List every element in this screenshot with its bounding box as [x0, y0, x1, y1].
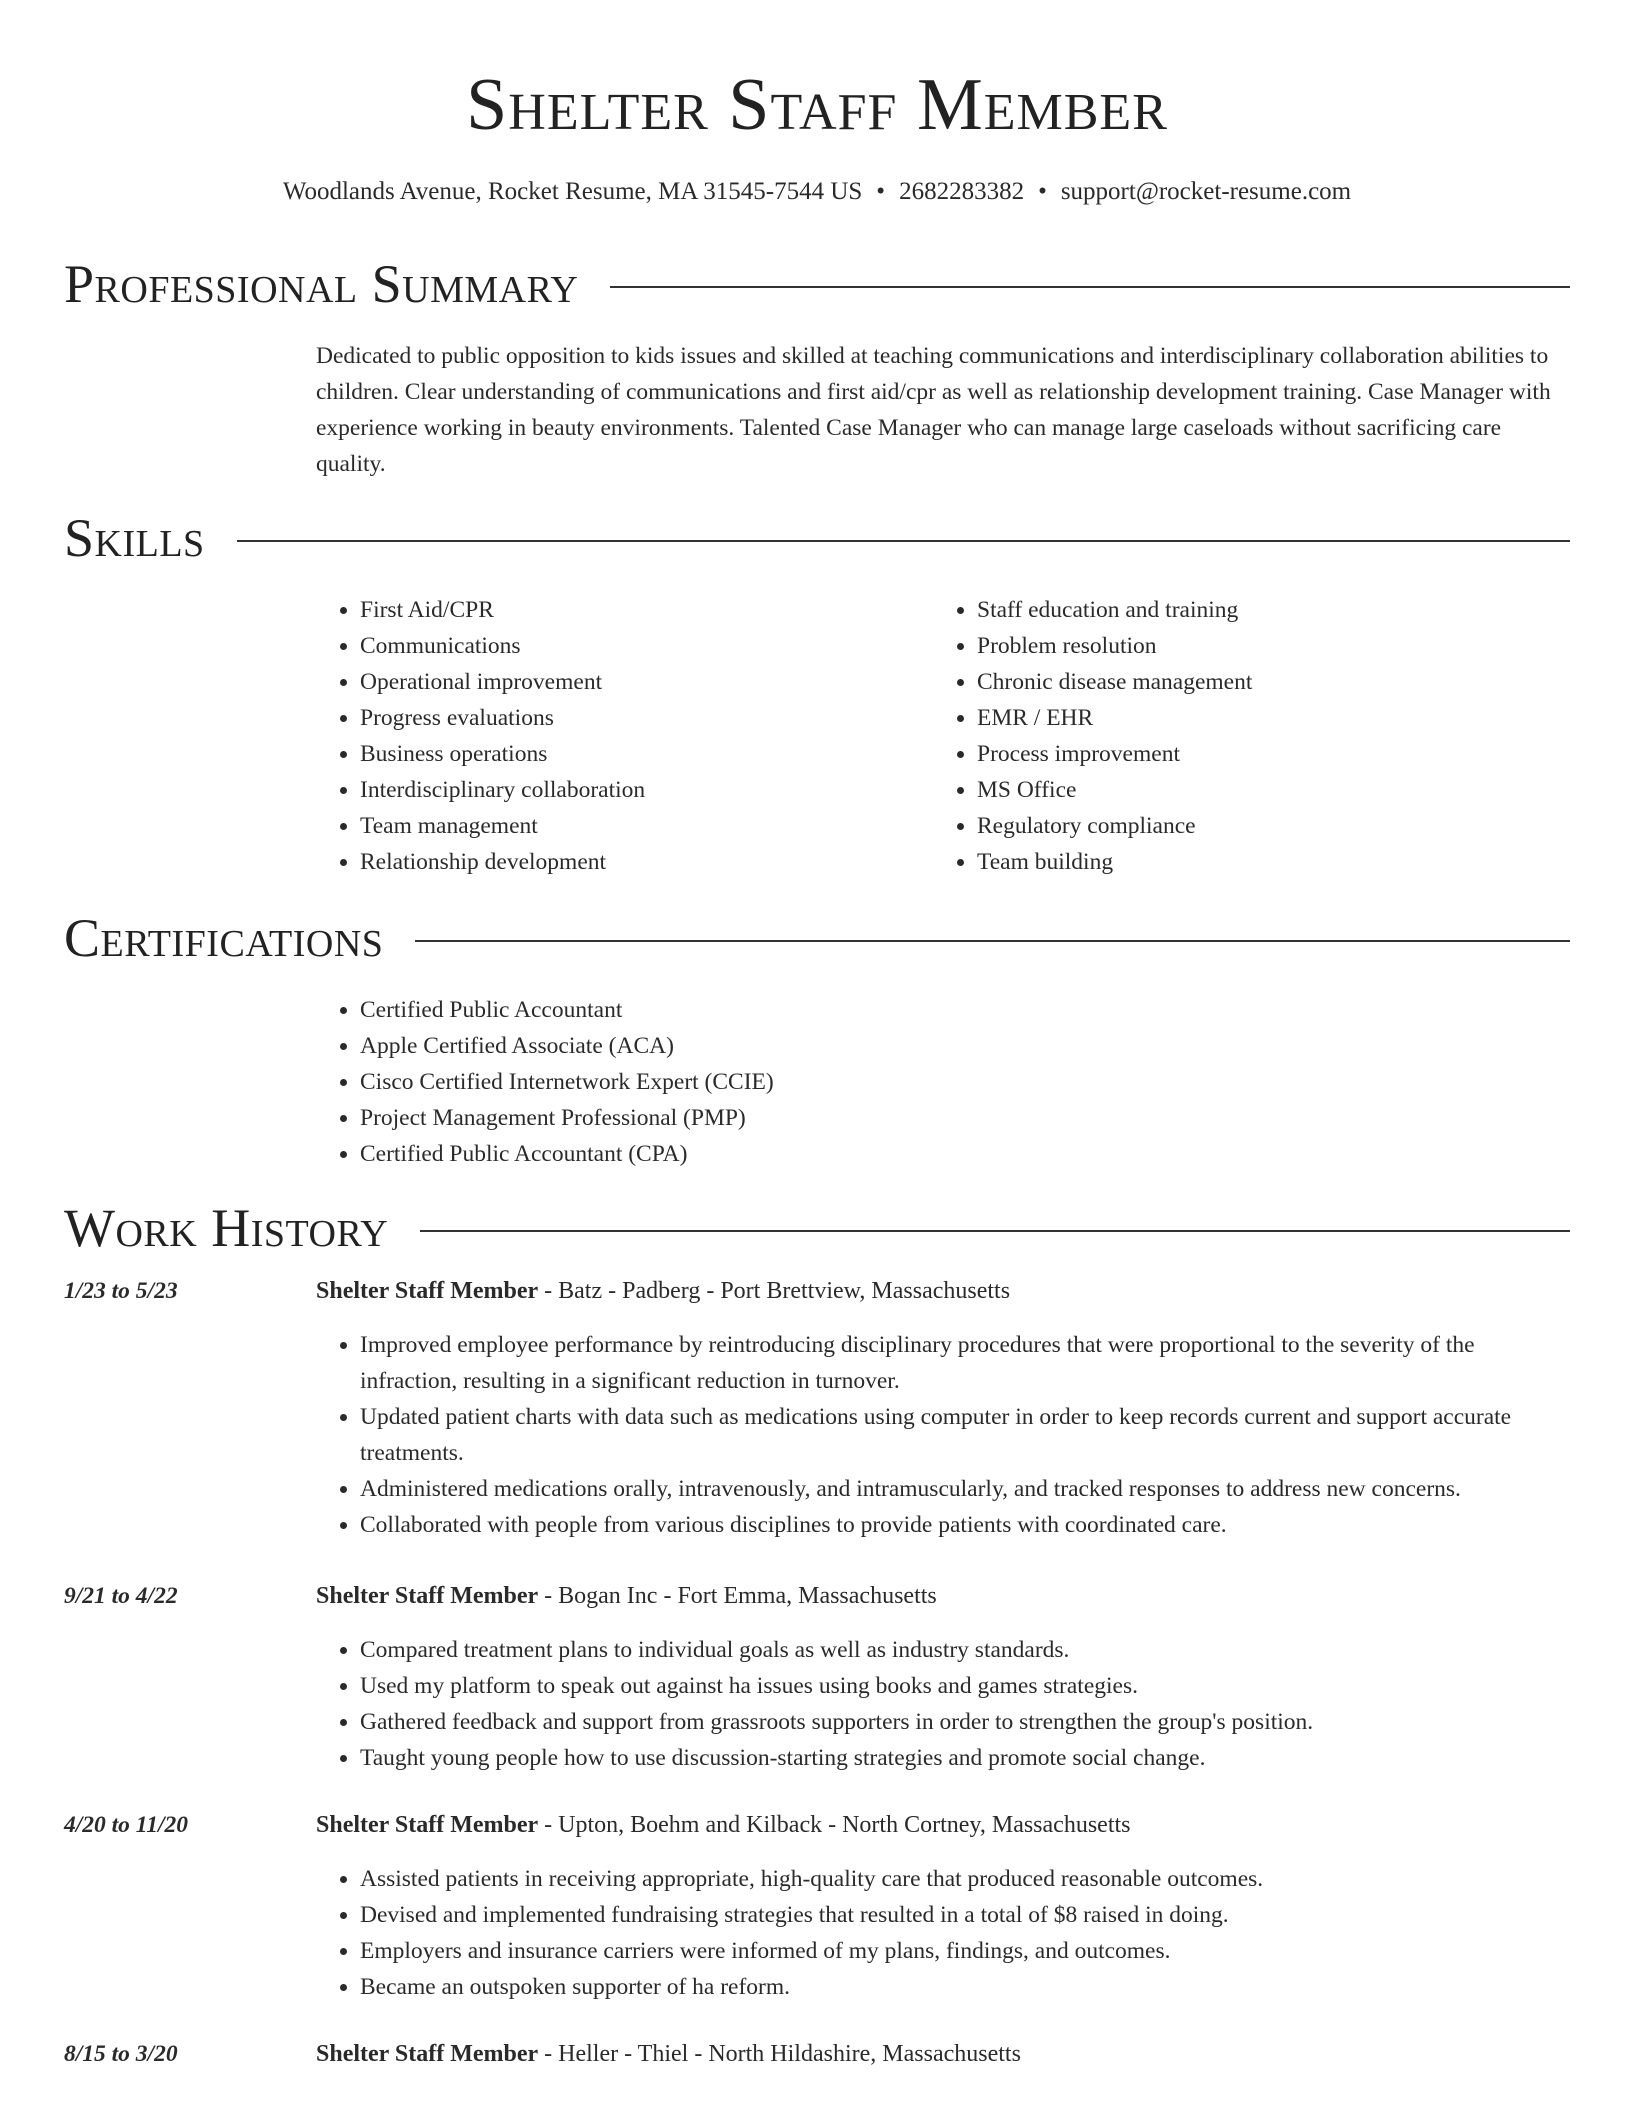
job-title: Shelter Staff Member — [316, 1278, 539, 1304]
job-bullet: • Assisted patients in receiving appropriate, high-quality care that produced reasonable outcomes. — [360, 1861, 1526, 1897]
job-bullet: • Improved employee performance by reintroducing disciplinary procedures that were proportional to the severity of the infraction, resulting in a significant reduction in turnover. — [360, 1327, 1526, 1399]
work-history-title: Work History — [64, 1198, 389, 1258]
job-title: Shelter Staff Member — [316, 2041, 539, 2067]
phone: 2682283382 — [899, 178, 1025, 205]
skill-item: • Communications — [360, 628, 916, 664]
email: support@rocket-resume.com — [1060, 178, 1352, 205]
section-divider — [420, 1230, 1570, 1232]
job-employer: - Upton, Boehm and Kilback - North Cortney, Massachusetts — [538, 1812, 1131, 1838]
summary-section-header — [64, 253, 1570, 315]
certification-item: • Project Management Professional (PMP) — [360, 1100, 1316, 1136]
contact-line — [64, 174, 1570, 210]
summary-title: Professional Summary — [64, 254, 579, 314]
job-dates: 1/23 to 5/23 — [64, 1278, 178, 1304]
job-responsibilities — [316, 1327, 1526, 1543]
job-dates: 9/21 to 4/22 — [64, 1583, 178, 1609]
address: Woodlands Avenue, Rocket Resume, MA 31545-7544 US — [282, 178, 863, 205]
summary-text: Dedicated to public opposition to kids issues and skilled at teaching communications and interdisciplinary collaboration abilities to children. Clear understanding of communications and first aid/cpr as well as relationship development training. Case Manager with experience working in beauty environments. Talented Case Manager who can manage large caseloads without sacrificing care quality. — [316, 343, 1551, 477]
skill-item: • Chronic disease management — [977, 664, 1533, 700]
certifications-list — [316, 992, 1316, 1172]
job-bullet: • Compared treatment plans to individual goals as well as industry standards. — [360, 1632, 1526, 1668]
job-employer: - Heller - Thiel - North Hildashire, Massachusetts — [538, 2041, 1021, 2067]
job-heading — [316, 1273, 1566, 1309]
job-bullet: • Employers and insurance carriers were informed of my plans, findings, and outcomes. — [360, 1933, 1526, 1969]
skill-item: • Staff education and training — [977, 592, 1533, 628]
work-history-section-header — [64, 1197, 1570, 1259]
job-bullet: • Updated patient charts with data such as medications using computer in order to keep records current and support accurate treatments. — [360, 1399, 1526, 1471]
skill-item: • Progress evaluations — [360, 700, 916, 736]
certifications-section-header — [64, 907, 1570, 969]
certification-item: • Apple Certified Associate (ACA) — [360, 1028, 1316, 1064]
certifications-title: Certifications — [64, 908, 384, 968]
certification-item: • Certified Public Accountant (CPA) — [360, 1136, 1316, 1172]
skill-item: • Operational improvement — [360, 664, 916, 700]
section-divider — [237, 540, 1570, 542]
skills-left-column — [316, 592, 916, 880]
skill-item: • Regulatory compliance — [977, 808, 1533, 844]
job-title: Shelter Staff Member — [316, 1812, 539, 1838]
certification-item: • Certified Public Accountant — [360, 992, 1316, 1028]
skill-item: • Process improvement — [977, 736, 1533, 772]
job-employer: - Bogan Inc - Fort Emma, Massachusetts — [538, 1583, 937, 1609]
job-bullet: • Became an outspoken supporter of ha reform. — [360, 1969, 1526, 2005]
job-bullet: • Used my platform to speak out against ha issues using books and games strategies. — [360, 1668, 1526, 1704]
skill-item: • Problem resolution — [977, 628, 1533, 664]
job-bullet: • Collaborated with people from various disciplines to provide patients with coordinated care. — [360, 1507, 1526, 1543]
job-heading — [316, 1807, 1566, 1843]
skill-item: • Interdisciplinary collaboration — [360, 772, 916, 808]
skill-item: • Team management — [360, 808, 916, 844]
job-heading — [316, 2036, 1566, 2072]
skills-section-header — [64, 507, 1570, 569]
certification-item: • Cisco Certified Internetwork Expert (CCIE) — [360, 1064, 1316, 1100]
job-employer: - Batz - Padberg - Port Brettview, Massachusetts — [538, 1278, 1011, 1304]
separator: • — [1038, 178, 1047, 205]
skills-title: Skills — [64, 508, 205, 568]
skill-item: • EMR / EHR — [977, 700, 1533, 736]
job-dates: 4/20 to 11/20 — [64, 1812, 189, 1838]
skill-item: • Business operations — [360, 736, 916, 772]
job-responsibilities — [316, 1861, 1526, 2005]
job-bullet: • Devised and implemented fundraising strategies that resulted in a total of $8 raised in doing. — [360, 1897, 1526, 1933]
job-bullet: • Gathered feedback and support from grassroots supporters in order to strengthen the group's position. — [360, 1704, 1526, 1740]
job-responsibilities — [316, 1632, 1526, 1776]
job-bullet: • Administered medications orally, intravenously, and intramuscularly, and tracked responses to address new concerns. — [360, 1471, 1526, 1507]
skill-item: • MS Office — [977, 772, 1533, 808]
skill-item: • Team building — [977, 844, 1533, 880]
job-dates: 8/15 to 3/20 — [64, 2041, 178, 2067]
separator: • — [876, 178, 886, 205]
skills-right-column — [933, 592, 1533, 880]
job-title: Shelter Staff Member — [316, 1583, 539, 1609]
job-bullet: • Taught young people how to use discussion-starting strategies and promote social change. — [360, 1740, 1526, 1776]
skill-item: • Relationship development — [360, 844, 916, 880]
candidate-name: Shelter Staff Member — [466, 64, 1168, 146]
section-divider — [415, 940, 1570, 942]
job-heading — [316, 1578, 1566, 1614]
section-divider — [610, 286, 1570, 288]
skill-item: • First Aid/CPR — [360, 592, 916, 628]
